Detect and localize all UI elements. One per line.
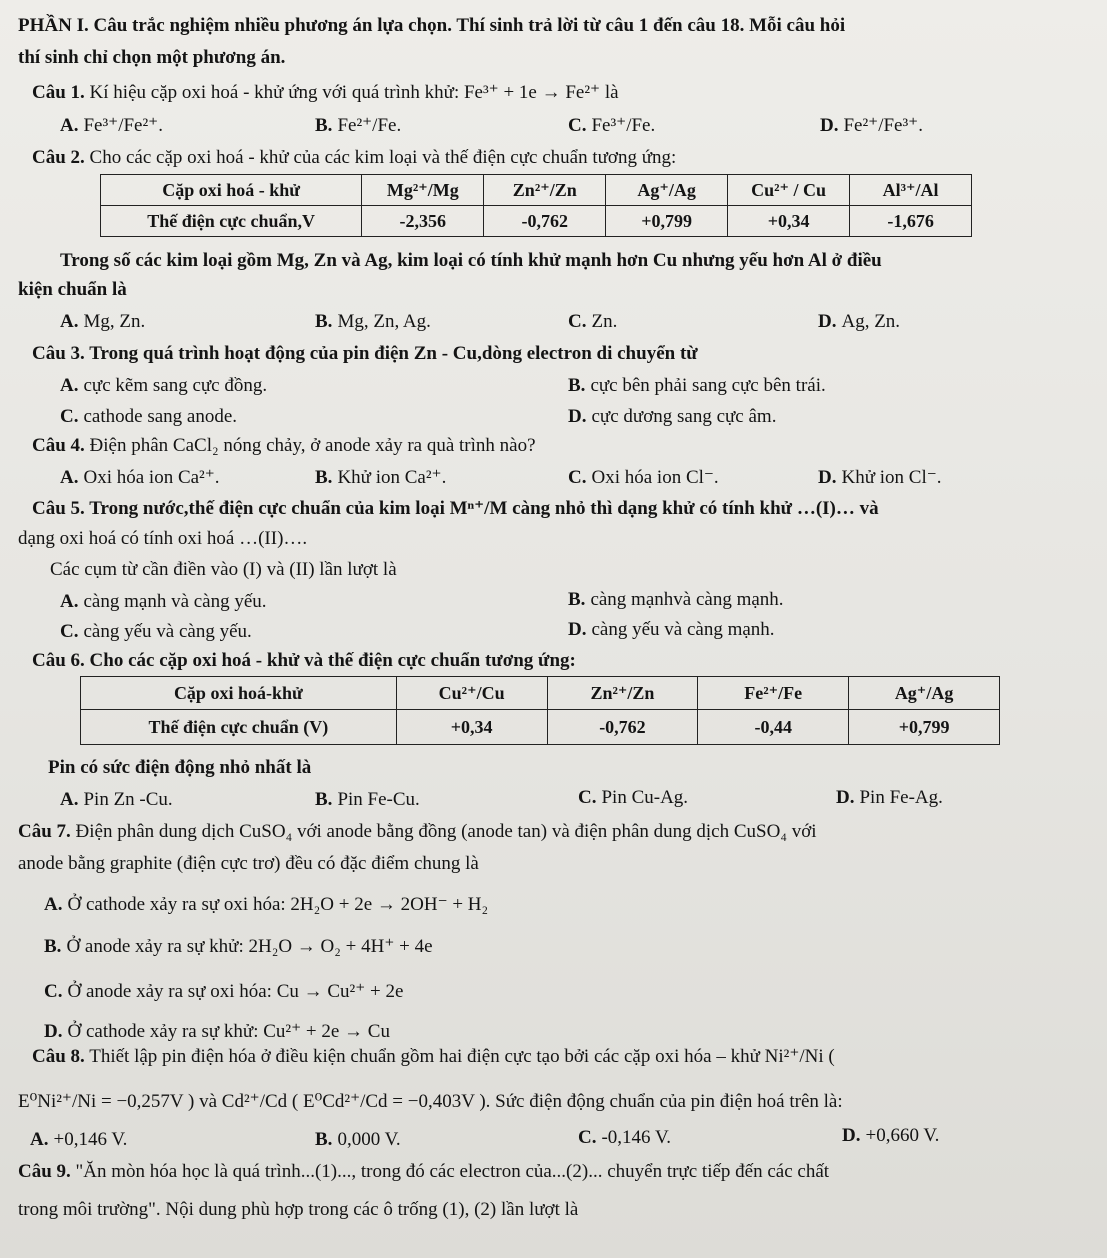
q5-option-a[interactable]: A. càng mạnh và càng yếu.: [60, 591, 267, 612]
q6-table-cell: Fe²⁺/Fe: [698, 677, 849, 710]
question-2: Câu 2. Cho các cặp oxi hoá - khử của các kim loại và thế điện cực chuẩn tương ứng:: [32, 147, 677, 168]
q7-option-d[interactable]: D. Ở cathode xảy ra sự khử: Cu²⁺ + 2e → Cu: [44, 1021, 390, 1042]
q2-table-row-pairs: [101, 175, 972, 206]
q5-stem-3: Các cụm từ cần điền vào (I) và (II) lần lượt là: [50, 559, 397, 580]
q3-option-a[interactable]: A. cực kẽm sang cực đồng.: [60, 375, 268, 396]
q6-option-a[interactable]: A. Pin Zn -Cu.: [60, 789, 173, 810]
q5-option-b[interactable]: B. càng mạnhvà càng mạnh.: [568, 589, 784, 610]
q5-option-d[interactable]: D. càng yếu và càng mạnh.: [568, 619, 775, 640]
question-5: Câu 5. Trong nước,thế điện cực chuẩn của kim loại Mⁿ⁺/M càng nhỏ thì dạng khử có tính khử …(I)… và: [32, 498, 879, 519]
question-9: Câu 9. "Ăn mòn hóa học là quá trình...(1)..., trong đó các electron của...(2)... chuyển trực tiếp đến các chất: [18, 1161, 830, 1182]
q4-option-c[interactable]: C. Oxi hóa ion Cl⁻.: [568, 467, 719, 488]
question-3: Câu 3. Trong quá trình hoạt động của pin điện Zn - Cu,dòng electron di chuyển từ: [32, 343, 698, 364]
q6-table-row-potentials: [81, 710, 1000, 745]
q8-option-c[interactable]: C. -0,146 V.: [578, 1127, 671, 1148]
q2-option-b[interactable]: B. Mg, Zn, Ag.: [315, 311, 431, 332]
question-1: Câu 1. Kí hiệu cặp oxi hoá - khử ứng với quá trình khử: Fe³⁺ + 1e → Fe²⁺ là: [32, 82, 619, 103]
q4-option-a[interactable]: A. Oxi hóa ion Ca²⁺.: [60, 467, 220, 488]
q3-option-d[interactable]: D. cực dương sang cực âm.: [568, 406, 777, 427]
q4-option-d[interactable]: D. Khử ion Cl⁻.: [818, 467, 942, 488]
q2-stem-3: kiện chuẩn là: [18, 279, 127, 300]
q1-option-b[interactable]: B. Fe²⁺/Fe.: [315, 115, 402, 136]
q8-stem-2: E⁰Ni²⁺/Ni = −0,257V ) và Cd²⁺/Cd ( E⁰Cd²⁺/Cd = −0,403V ). Sức điện động chuẩn của pin điện hoá trên là:: [18, 1091, 843, 1112]
q6-stem-2: Pin có sức điện động nhỏ nhất là: [48, 757, 312, 778]
q9-stem-2: trong môi trường". Nội dung phù hợp trong các ô trống (1), (2) lần lượt là: [18, 1199, 579, 1220]
q2-table-cell: -0,762: [484, 206, 606, 237]
question-7: Câu 7. Điện phân dung dịch CuSO₄ với anode bằng đồng (anode tan) và điện phân dung dịch CuSO₄ với: [18, 821, 817, 842]
q2-option-a[interactable]: A. Mg, Zn.: [60, 311, 146, 332]
part-heading: PHẦN I. Câu trắc nghiệm nhiều phương án lựa chọn. Thí sinh trả lời từ câu 1 đến câu 18. Mỗi câu hỏi: [18, 15, 846, 36]
q2-option-d[interactable]: D. Ag, Zn.: [818, 311, 901, 332]
q7-stem-2: anode bằng graphite (điện cực trơ) đều có đặc điểm chung là: [18, 853, 479, 874]
q6-table-row-pairs: [81, 677, 1000, 710]
q5-option-c[interactable]: C. càng yếu và càng yếu.: [60, 621, 252, 642]
q2-table-cell: Ag⁺/Ag: [606, 175, 728, 206]
q2-table-cell: +0,799: [606, 206, 728, 237]
q6-table-cell: Cu²⁺/Cu: [396, 677, 547, 710]
q3-option-c[interactable]: C. cathode sang anode.: [60, 406, 238, 427]
q2-stem-2: Trong số các kim loại gồm Mg, Zn và Ag, kim loại có tính khử mạnh hơn Cu nhưng yếu hơn Al ở điều: [60, 250, 882, 271]
q2-table-cell: +0,34: [728, 206, 850, 237]
q2-table-header-2: Thế điện cực chuẩn,V: [101, 206, 362, 237]
q2-potential-table: [100, 174, 972, 237]
q8-option-a[interactable]: A. +0,146 V.: [30, 1129, 128, 1150]
q7-option-a[interactable]: A. Ở cathode xảy ra sự oxi hóa: 2H₂O + 2e → 2OH⁻ + H₂: [44, 894, 489, 915]
q2-table-row-potentials: [101, 206, 972, 237]
q8-option-b[interactable]: B. 0,000 V.: [315, 1129, 401, 1150]
question-6: Câu 6. Cho các cặp oxi hoá - khử và thế điện cực chuẩn tương ứng:: [32, 650, 576, 671]
q6-table-cell: -0,762: [547, 710, 698, 745]
q2-table-cell: Mg²⁺/Mg: [362, 175, 484, 206]
q8-option-d[interactable]: D. +0,660 V.: [842, 1125, 940, 1146]
q6-table-cell: +0,799: [849, 710, 1000, 745]
q6-table-cell: Ag⁺/Ag: [849, 677, 1000, 710]
q6-table-cell: +0,34: [396, 710, 547, 745]
part-heading-line-2: thí sinh chỉ chọn một phương án.: [18, 47, 286, 68]
q6-option-c[interactable]: C. Pin Cu-Ag.: [578, 787, 689, 808]
q2-table-cell: Zn²⁺/Zn: [484, 175, 606, 206]
q5-stem-2: dạng oxi hoá có tính oxi hoá …(II)….: [18, 528, 308, 549]
q2-table-cell: Al³⁺/Al: [850, 175, 972, 206]
q6-potential-table: [80, 676, 1000, 745]
q4-option-b[interactable]: B. Khử ion Ca²⁺.: [315, 467, 447, 488]
q6-table-cell: -0,44: [698, 710, 849, 745]
q6-option-d[interactable]: D. Pin Fe-Ag.: [836, 787, 943, 808]
q1-option-d[interactable]: D. Fe²⁺/Fe³⁺.: [820, 115, 923, 136]
q2-option-c[interactable]: C. Zn.: [568, 311, 618, 332]
q2-table-cell: -1,676: [850, 206, 972, 237]
q6-table-header-2: Thế điện cực chuẩn (V): [81, 710, 397, 745]
q6-table-header-1: Cặp oxi hoá-khử: [81, 677, 397, 710]
q3-option-b[interactable]: B. cực bên phải sang cực bên trái.: [568, 375, 826, 396]
q6-option-b[interactable]: B. Pin Fe-Cu.: [315, 789, 420, 810]
q7-option-b[interactable]: B. Ở anode xảy ra sự khử: 2H₂O → O₂ + 4H⁺ + 4e: [44, 936, 433, 957]
question-8: Câu 8. Thiết lập pin điện hóa ở điều kiện chuẩn gồm hai điện cực tạo bởi các cặp oxi hóa – khử Ni²⁺/Ni (: [32, 1046, 835, 1067]
q1-option-c[interactable]: C. Fe³⁺/Fe.: [568, 115, 656, 136]
q7-option-c[interactable]: C. Ở anode xảy ra sự oxi hóa: Cu → Cu²⁺ + 2e: [44, 981, 404, 1002]
q1-option-a[interactable]: A. Fe³⁺/Fe²⁺.: [60, 115, 163, 136]
question-4: Câu 4. Điện phân CaCl₂ nóng chảy, ở anode xảy ra quà trình nào?: [32, 435, 536, 456]
q6-table-cell: Zn²⁺/Zn: [547, 677, 698, 710]
q2-table-header-1: Cặp oxi hoá - khử: [101, 175, 362, 206]
q2-table-cell: Cu²⁺ / Cu: [728, 175, 850, 206]
q2-table-cell: -2,356: [362, 206, 484, 237]
